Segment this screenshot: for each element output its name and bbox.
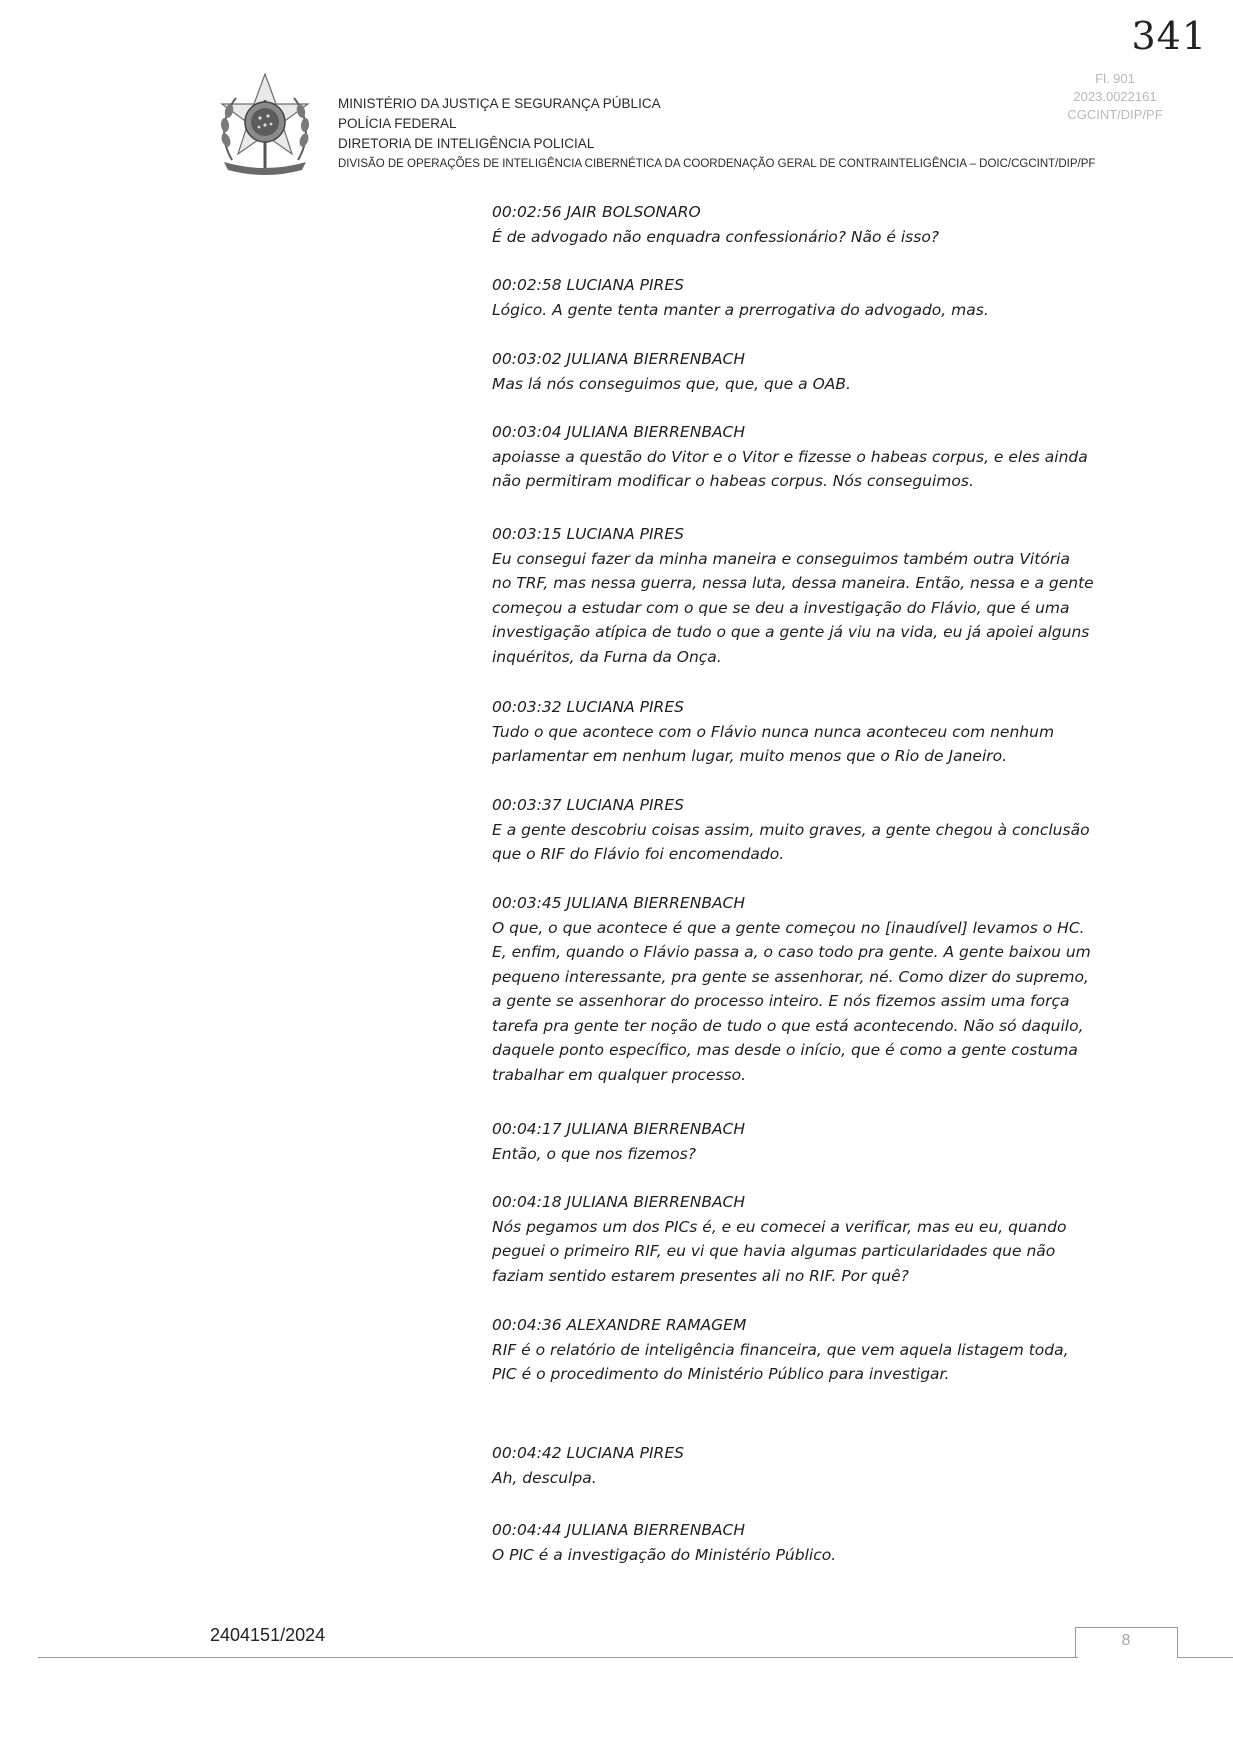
directorate-name: DIRETORIA DE INTELIGÊNCIA POLICIAL xyxy=(338,136,595,151)
transcript-entry xyxy=(492,1518,1132,1567)
division-name: DIVISÃO DE OPERAÇÕES DE INTELIGÊNCIA CIBERNÉTICA DA COORDENAÇÃO GERAL DE CONTRAINTELIGÊNCIA – DOIC/CGCINT/DIP/PF xyxy=(338,158,1096,170)
utterance-line: pequeno interessante, pra gente se assenhorar, né. Como dizer do supremo, xyxy=(492,967,1089,986)
stamp-process-number: 2023.0022161 xyxy=(1073,89,1157,104)
speaker-timestamp: 00:03:04 JULIANA BIERRENBACH xyxy=(492,423,746,441)
utterance-line: Tudo o que acontece com o Flávio nunca nunca aconteceu com nenhum xyxy=(492,722,1055,741)
speaker-timestamp: 00:03:15 LUCIANA PIRES xyxy=(492,525,684,543)
utterance-line: RIF é o relatório de inteligência financeira, que vem aquela listagem toda, xyxy=(492,1340,1069,1359)
utterance-line: Então, o que nos fizemos? xyxy=(492,1144,696,1163)
transcript-entry xyxy=(492,891,1132,1087)
speaker-timestamp: 00:03:02 JULIANA BIERRENBACH xyxy=(492,350,746,368)
speaker-timestamp: 00:04:17 JULIANA BIERRENBACH xyxy=(492,1120,746,1138)
transcript-entry xyxy=(492,1313,1132,1387)
transcript-entry xyxy=(492,793,1132,867)
speaker-timestamp: 00:03:32 LUCIANA PIRES xyxy=(492,698,684,716)
speaker-timestamp: 00:04:44 JULIANA BIERRENBACH xyxy=(492,1521,746,1539)
utterance-line: daquele ponto específico, mas desde o início, que é como a gente costuma xyxy=(492,1041,1078,1059)
speaker-timestamp: 00:03:45 JULIANA BIERRENBACH xyxy=(492,894,746,912)
footer-divider xyxy=(38,1657,1078,1658)
speaker-timestamp: 00:04:42 LUCIANA PIRES xyxy=(492,1444,684,1462)
utterance-line: trabalhar em qualquer processo. xyxy=(492,1065,747,1084)
utterance-line: E a gente descobriu coisas assim, muito graves, a gente chegou à conclusão xyxy=(492,820,1090,839)
header-text xyxy=(338,94,1095,174)
utterance-line: a gente se assenhorar do processo inteiro. E nós fizemos assim uma força xyxy=(492,992,1070,1010)
transcript-entry xyxy=(492,1441,1132,1490)
utterance-line: É de advogado não enquadra confessionário? Não é isso? xyxy=(492,227,940,246)
transcript-entry xyxy=(492,695,1132,769)
document-id: 2404151/2024 xyxy=(210,1625,326,1645)
utterance-line: peguei o primeiro RIF, eu vi que havia algumas particularidades que não xyxy=(492,1242,1056,1260)
stamp-sheet: Fl. 901 xyxy=(1095,71,1135,86)
document-header xyxy=(210,70,1130,180)
speaker-timestamp: 00:02:56 JAIR BOLSONARO xyxy=(492,203,701,221)
ministry-name: MINISTÉRIO DA JUSTIÇA E SEGURANÇA PÚBLICA xyxy=(338,96,661,111)
utterance-line: não permitiram modificar o habeas corpus. Nós conseguimos. xyxy=(492,472,974,490)
transcript-entry xyxy=(492,1117,1132,1166)
utterance-line: faziam sentido estarem presentes ali no RIF. Por quê? xyxy=(492,1266,909,1285)
speaker-timestamp: 00:02:58 LUCIANA PIRES xyxy=(492,276,684,294)
stamp-unit: CGCINT/DIP/PF xyxy=(1067,107,1163,122)
utterance-line: começou a estudar com o que se deu a investigação do Flávio, que é uma xyxy=(492,598,1070,617)
utterance-line: O PIC é a investigação do Ministério Público. xyxy=(492,1545,837,1564)
utterance-line: E, enfim, quando o Flávio passa a, o caso todo pra gente. A gente baixou um xyxy=(492,943,1091,961)
utterance-line: Nós pegamos um dos PICs é, e eu comecei a verificar, mas eu eu, quando xyxy=(492,1217,1067,1236)
agency-name: POLÍCIA FEDERAL xyxy=(338,116,457,131)
utterance-line: PIC é o procedimento do Ministério Público para investigar. xyxy=(492,1365,950,1383)
utterance-line: Lógico. A gente tenta manter a prerrogativa do advogado, mas. xyxy=(492,300,989,319)
page-number: 341 xyxy=(1131,14,1207,58)
page-index: 8 xyxy=(1121,1632,1131,1649)
utterance-line: Mas lá nós conseguimos que, que, que a OAB. xyxy=(492,374,851,393)
speaker-timestamp: 00:03:37 LUCIANA PIRES xyxy=(492,796,684,814)
transcript-entry xyxy=(492,1190,1132,1288)
utterance-line: O que, o que acontece é que a gente começou no [inaudível] levamos o HC. xyxy=(492,918,1085,937)
utterance-line: Eu consegui fazer da minha maneira e conseguimos também outra Vitória xyxy=(492,549,1070,568)
transcript-entry xyxy=(492,522,1132,669)
utterance-line: no TRF, mas nessa guerra, nessa luta, dessa maneira. Então, nessa e a gente xyxy=(492,574,1094,592)
utterance-line: tarefa pra gente ter noção de tudo o que está acontecendo. Não só daquilo, xyxy=(492,1016,1084,1035)
utterance-line: investigação atípica de tudo o que a gente já viu na vida, eu já apoiei alguns xyxy=(492,623,1090,641)
transcript-entry xyxy=(492,420,1132,494)
page-box-right-border xyxy=(1177,1627,1178,1657)
transcript-entry xyxy=(492,347,1132,396)
utterance-line: que o RIF do Flávio foi encomendado. xyxy=(492,845,785,863)
utterance-line: apoiasse a questão do Vitor e o Vitor e fizesse o habeas corpus, e eles ainda xyxy=(492,447,1088,466)
speaker-timestamp: 00:04:18 JULIANA BIERRENBACH xyxy=(492,1193,746,1211)
transcript-entry xyxy=(492,273,1132,322)
speaker-timestamp: 00:04:36 ALEXANDRE RAMAGEM xyxy=(492,1316,747,1334)
footer-divider-tail xyxy=(1177,1657,1233,1658)
transcript-entry xyxy=(492,200,1132,249)
utterance-line: inquéritos, da Furna da Onça. xyxy=(492,647,722,666)
coat-of-arms-icon xyxy=(210,70,320,180)
utterance-line: parlamentar em nenhum lugar, muito menos que o Rio de Janeiro. xyxy=(492,747,1008,765)
utterance-line: Ah, desculpa. xyxy=(492,1468,597,1487)
